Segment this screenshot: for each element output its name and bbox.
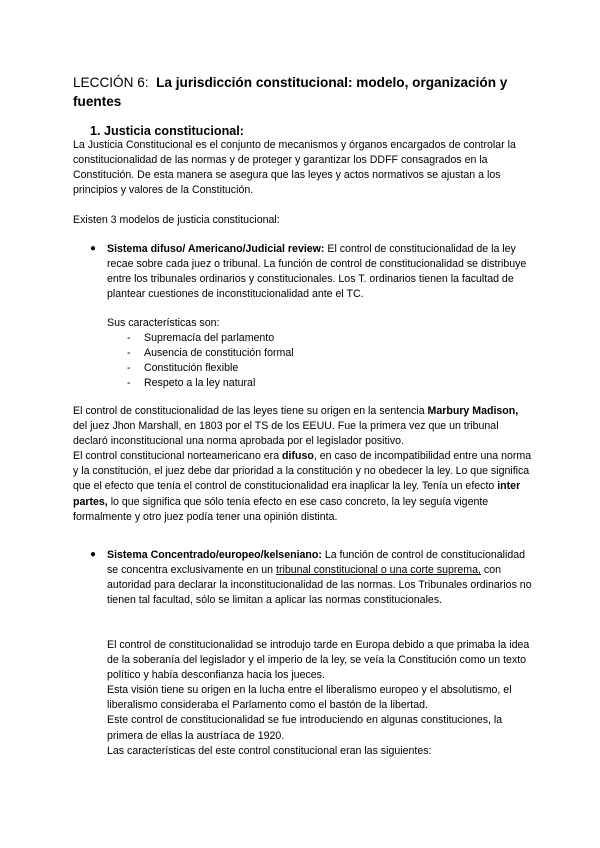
bullet-icon: ● bbox=[90, 243, 97, 254]
section-heading: 1. Justicia constitucional: bbox=[90, 124, 244, 138]
difuso-text: El control de constitucionalidad de la ley recae sobre cada juez o tribunal. La función de control de constitucionalidad se distribuye entre los tribunales ordinarios y constitucionales. Los T. ordinarios tienen la facultad de plantear cuestiones de inconstitucionalidad ante el TC. bbox=[107, 243, 527, 301]
intro-paragraph: La Justicia Constitucional es el conjunto de mecanismos y órganos encargados de controlar la constitucionalidad de las normas y de proteger y garantizar los DDFF consagrados en la Constitución. De esta manera se asegura que las leyes y actos normativos se ajustan a los principios y valores de la Constitución. bbox=[73, 139, 516, 197]
underlined-phrase: tribunal constitucional o una corte suprema, bbox=[276, 564, 481, 577]
features-intro: Sus características son: bbox=[107, 317, 220, 329]
marbury-madison: Marbury Madison, bbox=[427, 405, 519, 417]
models-intro: Existen 3 modelos de justicia constitucional: bbox=[73, 214, 280, 226]
lesson-prefix: LECCIÓN 6: bbox=[73, 75, 149, 90]
bullet-icon: ● bbox=[90, 549, 97, 560]
inter-partes-term: inter partes, bbox=[73, 480, 521, 508]
lesson-title bbox=[73, 73, 533, 111]
origin-paragraph: El control de constitucionalidad de las leyes tiene su origen en la sentencia Marbury Madison, del juez Jhon Marshall, en 1803 por el TS de los EEUU. Fue la primera vez que un tribunal declaró inconstitucional una norma aprobada por el legislador positivo. El control constitucional norteamericano era difuso, en caso de incompatibilidad entre una norma y la constitución, el juez debe dar prioridad a la constitución y no obedecer la ley. Lo que significa que el efecto que tenía el control de constitucionalidad era inaplicar la ley. Tenía un efecto inter partes, lo que significa que sólo tenía efecto en ese caso concreto, la ley seguía vigente formalmente y otro juez podía tener una opinión distinta. bbox=[73, 405, 532, 523]
difuso-name: Sistema difuso/ Americano/Judicial review: bbox=[107, 243, 325, 255]
difuso-term: difuso bbox=[282, 450, 314, 463]
concentrado-paragraph: Sistema Concentrado/europeo/kelseniano: La función de control de constitucionalidad se concentra exclusivamente en un tribunal constitucional o una corte suprema, con autoridad para declarar la inconstitucionalidad de las normas. Los Tribunales ordinarios no tienen tal facultad, sólo se limitan a aplicar las normas constitucionales. bbox=[107, 549, 532, 607]
difuso-paragraph bbox=[107, 242, 532, 302]
concentrado-name: Sistema Concentrado/europeo/kelseniano: bbox=[107, 549, 322, 561]
lesson-title-text: La jurisdicción constitucional: modelo, organización y fuentes bbox=[73, 75, 508, 109]
document-page: LECCIÓN 6: La jurisdicción constitucional: modelo, organización y fuentes 1. Justicia constitucional: La Justicia Constitucional es el conjunto de mecanismos y órganos encargados de controlar la constitucionalidad de las normas y de proteger y garantizar los DDFF consagrados en la Constitución. De esta manera se asegura que las leyes y actos normativos se ajustan a los principios y valores de la Constitución. Existen 3 modelos de justicia constitucional: ● Sistema difuso/ Americano/Judicial review: El control de constitucionalidad de la ley recae sobre cada juez o tribunal. La función de control de constitucionalidad se distribuye entre los tribunales ordinarios y constitucionales. Los T. ordinarios tienen la facultad de plantear cuestiones de inconstitucionalidad ante el TC. Sus características son: - Supremacía del parlamento - Ausencia de constitución formal - Constitución flexible - Respeto a la ley natural El control de constitucionalidad de las leyes tiene su origen en la sentencia Marbury Madison, del juez Jhon Marshall, en 1803 por el TS de los EEUU. Fue la primera vez que un tribunal declaró inconstitucional una norma aprobada por el legislador positivo. El control constitucional norteamericano era difuso, en caso de incompatibilidad entre una norma y la constitución, el juez debe dar prioridad a la constitución y no obedecer la ley. Lo que significa que el efecto que tenía el control de constitucionalidad era inaplicar la ley. Tenía un efecto inter partes, lo que significa que sólo tenía efecto en ese caso concreto, la ley seguía vigente formalmente y otro juez podía tener una opinión distinta. ● Sistema Concentrado/europeo/kelseniano: La función de control de constitucionalidad se concentra exclusivamente en un tribunal constitucional o una corte suprema, con autoridad para declarar la inconstitucionalidad de las normas. Los Tribunales ordinarios no tienen tal facultad, sólo se limitan a aplicar las normas constitucionales. El control de constitucionalidad se introdujo tarde en Europa debido a que primaba la idea de la soberanía del legislador y el imperio de la ley, se veía la Constitución como un texto político y había desconfianza hacia los jueces. Esta visión tiene su origen en la lucha entre el liberalismo europeo y el absolutismo, el liberalismo consideraba el Parlamento como el bastón de la libertad. Este control de constitucionalidad se fue introduciendo en algunas constituciones, la primera de ellas la austríaca de 1920. Las características del este control constitucional eran las siguientes: bbox=[0, 0, 600, 848]
concentrado-history: El control de constitucionalidad se introdujo tarde en Europa debido a que primaba la idea de la soberanía del legislador y el imperio de la ley, se veía la Constitución como un texto político y había desconfianza hacia los jueces. Esta visión tiene su origen en la lucha entre el liberalismo europeo y el absolutismo, el liberalismo consideraba el Parlamento como el bastón de la libertad. Este control de constitucionalidad se fue introduciendo en algunas constituciones, la primera de ellas la austríaca de 1920. Las características del este control constitucional eran las siguientes: bbox=[107, 639, 530, 757]
